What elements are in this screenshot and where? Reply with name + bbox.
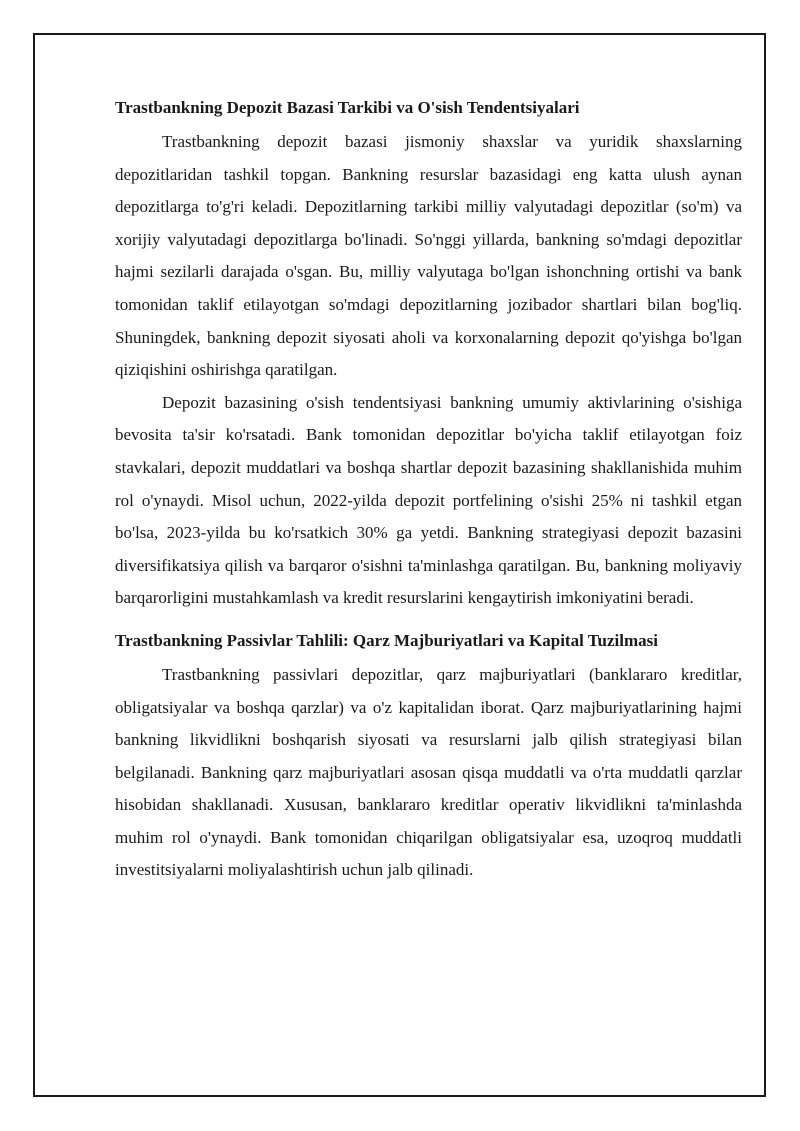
paragraph: Trastbankning passivlari depozitlar, qarz majburiyatlari (banklararo kreditlar, obligatsiyalar va boshqa qarzlar) va o'z kapitalidan iborat. Qarz majburiyatlarining hajmi bankning likvidlikni boshqarish siyosati va resurslarni jalb qilish strategiyasi bilan belgilanadi. Bankning qarz majburiyatlari asosan qisqa muddatli va o'rta muddatli qarzlar hisobidan shakllanadi. Xususan, banklararo kreditlar operativ likvidlikni ta'minlashda muhim rol o'ynaydi. Bank tomonidan chiqarilgan obligatsiyalar esa, uzoqroq muddatli investitsiyalarni moliyalashtirish uchun jalb qilinadi.: [115, 664, 742, 880]
section-heading: Trastbankning Passivlar Tahlili: Qarz Majburiyatlari va Kapital Tuzilmasi: [115, 630, 658, 650]
section-deposit-base: [115, 95, 742, 615]
paragraph: Depozit bazasining o'sish tendentsiyasi bankning umumiy aktivlarining o'sishiga bevosita ta'sir ko'rsatadi. Bank tomonidan depozitlar bo'yicha taklif etilayotgan foiz stavkalari, depozit muddatlari va boshqa shartlar depozit bazasining shakllanishida muhim rol o'ynaydi. Misol uchun, 2022-yilda depozit portfelining o'sishi 25% ni tashkil etgan bo'lsa, 2023-yilda bu ko'rsatkich 30% ga yetdi. Bankning strategiyasi depozit bazasini diversifikatsiya qilish va barqaror o'sishni ta'minlashga qaratilgan. Bu, bankning moliyaviy barqarorligini mustahkamlash va kredit resurslarini kengaytirish imkoniyatini beradi.: [115, 392, 742, 608]
document-body: [115, 95, 742, 887]
section-heading: Trastbankning Depozit Bazasi Tarkibi va O'sish Tendentsiyalari: [115, 98, 580, 117]
paragraph: Trastbankning depozit bazasi jismoniy shaxslar va yuridik shaxslarning depozitlaridan tashkil topgan. Bankning resurslar bazasidagi eng katta ulush aynan depozitlarga to'g'ri keladi. Depozitlarning tarkibi milliy valyutadagi depozitlar (so'm) va xorijiy valyutadagi depozitlarga bo'linadi. So'nggi yillarda, bankning so'mdagi depozitlar hajmi sezilarli darajada o'sgan. Bu, milliy valyutaga bo'lgan ishonchning ortishi va bank tomonidan taklif etilayotgan so'mdagi depozitlarning jozibador shartlari bilan bog'liq. Shuningdek, bankning depozit siyosati aholi va korxonalarning depozit qo'yishga bo'lgan qiziqishini oshirishga qaratilgan.: [115, 132, 742, 380]
section-liabilities: [115, 628, 742, 887]
